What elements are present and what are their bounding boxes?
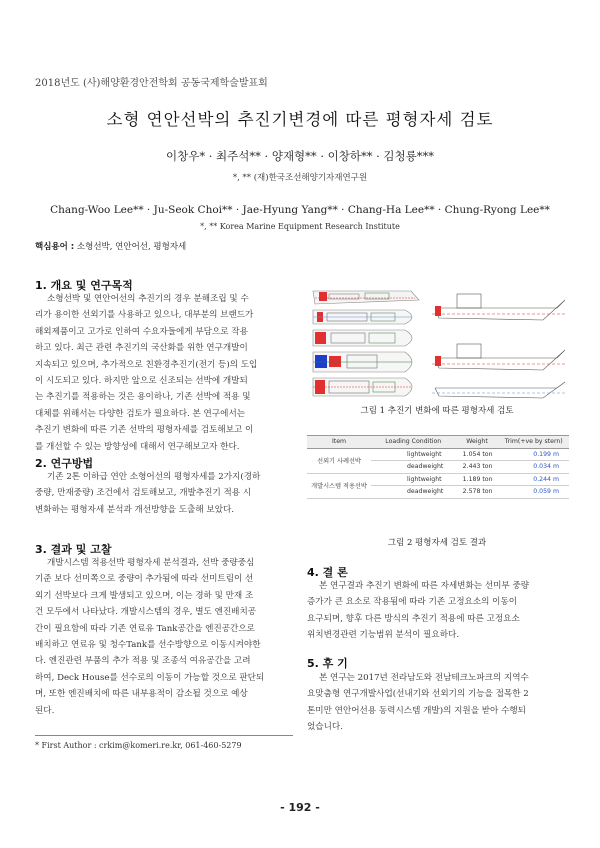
figure-2-table-wrapper — [307, 435, 569, 499]
page-number: - 192 - — [280, 801, 320, 814]
results-table — [307, 435, 569, 499]
affiliation-korean: *, ** (재)한국조선해양기자재연구원 — [232, 173, 368, 183]
table-row — [307, 473, 569, 486]
figure-2-caption: 그림 2 평형자세 검토 결과 — [387, 538, 487, 548]
paragraph-line: 본 연구결과 추진기 변화에 따른 자세변화는 선미부 중량 — [319, 581, 530, 591]
paragraph-line: 해외제품이고 고가로 인하여 수요자들에게 부담으로 작용 — [35, 326, 248, 337]
paragraph-line: 리가 용이한 선외기를 사용하고 있으나, 대부분의 브랜드가 — [35, 310, 254, 321]
keywords-text: 소형선박, 연안어선, 평형자세 — [76, 242, 187, 252]
footnote-first-author: * First Author : crkim@komeri.re.kr, 061-460-5279 — [35, 741, 242, 750]
paragraph-line: 소형선박 및 연안어선의 추진기의 경우 분해조립 및 수 — [47, 294, 249, 304]
paragraph-line: 대체를 위해서는 다양한 검토가 필요하다. 본 연구에서는 — [35, 408, 246, 419]
paragraph-line: 며, 또한 엔진배치에 따른 내부용적이 감소될 것으로 예상 — [35, 689, 248, 700]
row-weight: 1.189 ton — [456, 473, 499, 486]
row-item: 선외기 사례선박 — [307, 448, 371, 473]
row-trim: 0.034 m — [499, 461, 570, 474]
authors-korean: 이창우* · 최주석** · 양재형** · 이창하** · 김청룡*** — [166, 149, 434, 163]
paragraph-line: 요맞춤형 연구개발사업(선내기와 선외기의 기능을 접목한 2 — [307, 689, 529, 700]
header-weight: Weight — [456, 436, 499, 449]
paragraph-line: 지속되고 있으며, 추가적으로 친환경추진기(전기 등)의 도입 — [35, 359, 258, 370]
paragraph-line: 요구되며, 향후 다른 방식의 추진기 적용에 따른 고정요소 — [307, 613, 520, 624]
paragraph-line: 건 모두에서 나타났다. 개발시스템의 경우, 별도 엔진배치공 — [35, 607, 257, 618]
row-condition: lightweight — [371, 448, 456, 461]
row-trim: 0.199 m — [499, 448, 570, 461]
paragraph-line: 는 추진기를 적용하는 것은 용이하나, 기존 선박에 적용 및 — [35, 392, 251, 403]
figure-1-caption: 그림 1 추진기 변화에 따른 평형자세 검토 — [360, 406, 514, 416]
section-5-body — [307, 670, 567, 736]
row-trim: 0.059 m — [499, 486, 570, 499]
row-weight: 2.578 ton — [456, 486, 499, 499]
footnote-divider — [35, 735, 293, 736]
results-table-header — [307, 436, 569, 449]
paragraph-line: 배치하고 연료유 및 청수Tank를 선수방향으로 이동시켜야한 — [35, 640, 261, 651]
row-condition: deadweight — [371, 461, 456, 474]
paragraph-line: 이 시도되고 있다. 하지만 앞으로 신조되는 선박에 개발되 — [35, 376, 248, 387]
row-weight: 1.054 ton — [456, 448, 499, 461]
row-weight: 2.443 ton — [456, 461, 499, 474]
paragraph-line: 톤미만 연안어선용 동력시스템 개발)의 지원을 받아 수행되 — [307, 705, 526, 716]
section-2-heading: 2. 연구방법 — [35, 457, 94, 470]
section-4-heading: 4. 결 론 — [307, 566, 348, 579]
section-3-body — [35, 555, 292, 719]
section-4-body — [307, 578, 567, 644]
paragraph-line: 를 개선할 수 있는 방향성에 대해서 연구해보고자 한다. — [35, 441, 240, 452]
paragraph-line: 다. 엔진관련 부품의 추가 적용 및 조종석 여유공간을 고려 — [35, 656, 251, 667]
section-5-heading: 5. 후 기 — [307, 657, 348, 670]
header-trim: Trim(+ve by stern) — [499, 436, 570, 449]
header-item: Item — [307, 436, 371, 449]
keywords-label: 핵심용어 : — [35, 242, 75, 252]
row-trim: 0.244 m — [499, 473, 570, 486]
paragraph-line: 간이 필요함에 따라 기존 연료유 Tank공간을 엔진공간으로 — [35, 623, 255, 634]
figure-1-vessel-drawings — [307, 286, 569, 404]
paragraph-line: 하고 있다. 최근 관련 추진기의 국산화를 위한 연구개발이 — [35, 343, 248, 354]
paragraph-line: 기준 보다 선미쪽으로 중량이 추가됨에 따라 선미트림이 선 — [35, 574, 254, 585]
paragraph-line: 중량, 만재중량) 조건에서 검토해보고, 개발추진기 적용 시 — [35, 488, 252, 499]
section-1-heading: 1. 개요 및 연구목적 — [35, 279, 133, 292]
paragraph-line: 위치변경관련 기능범위 분석이 필요하다. — [307, 630, 460, 641]
paragraph-line: 변화하는 평형자세 분석과 개선방향을 도출해 보았다. — [35, 504, 235, 515]
header-loading-condition: Loading Condition — [371, 436, 456, 449]
keywords — [35, 240, 186, 252]
paragraph-line: 기존 2톤 이하급 연안 소형어선의 평형자세를 2가지(경하 — [47, 472, 261, 482]
section-1-body — [35, 291, 292, 455]
affiliation-english: *, ** Korea Marine Equipment Research Institute — [200, 222, 400, 231]
vessel-drawings-graphic — [307, 286, 569, 404]
paragraph-line: 하여, Deck House를 선수로의 이동이 가능할 것으로 판단되 — [35, 672, 265, 683]
paragraph-line: 었습니다. — [307, 722, 343, 733]
row-item: 개발시스템 적용선박 — [307, 473, 371, 498]
paragraph-line: 개발시스템 적용선박 평형자세 분석결과, 선박 중량중심 — [47, 558, 255, 568]
authors-english: Chang-Woo Lee** · Ju-Seok Choi** · Jae-Hyung Yang** · Chang-Ha Lee** · Chung-Ryong Lee** — [50, 204, 550, 216]
paragraph-line: 본 연구는 2017년 전라남도와 전남테크노파크의 지역수 — [319, 673, 529, 683]
row-condition: deadweight — [371, 486, 456, 499]
row-condition: lightweight — [371, 473, 456, 486]
paragraph-line: 외기 선박보다 크게 발생되고 있으며, 이는 경하 및 만재 조 — [35, 590, 254, 601]
section-3-heading: 3. 결과 및 고찰 — [35, 543, 112, 556]
section-2-body — [35, 469, 292, 518]
paragraph-line: 추진기 변화에 따른 기존 선박의 평형자세를 검토해보고 이 — [35, 425, 254, 436]
conference-header: 2018년도 (사)해양환경안전학회 공동국제학술발표회 — [35, 78, 268, 89]
table-row — [307, 448, 569, 461]
paper-title: 소형 연안선박의 추진기변경에 따른 평형자세 검토 — [106, 110, 494, 129]
paragraph-line: 된다. — [35, 705, 55, 716]
paragraph-line: 증가가 큰 요소로 작용됨에 따라 기존 고정요소의 이동이 — [307, 597, 518, 608]
